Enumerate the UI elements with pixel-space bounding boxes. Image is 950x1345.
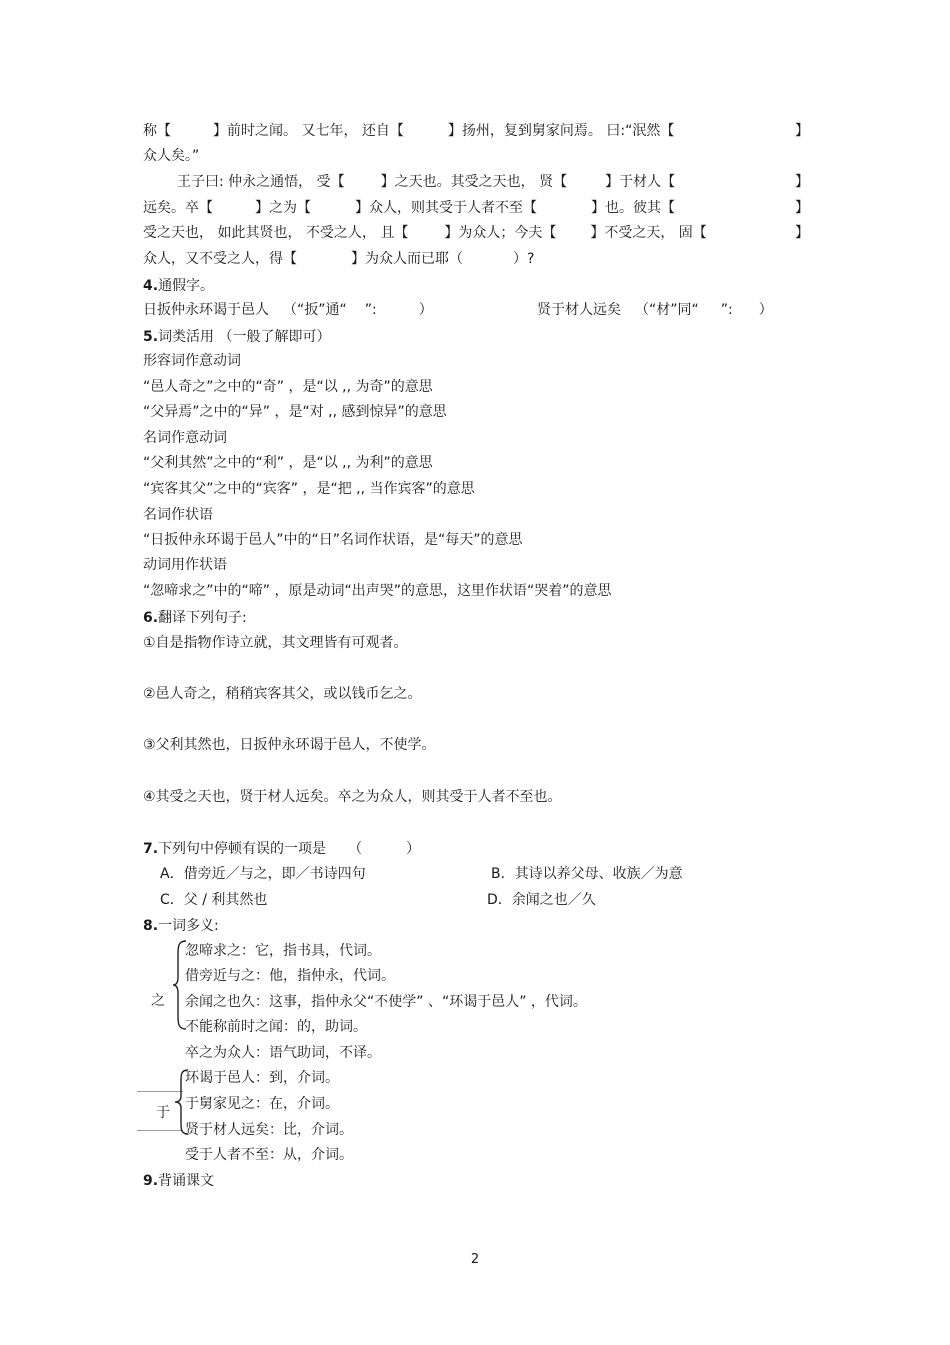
- q6-heading: 6.翻译下列句子:: [143, 610, 247, 626]
- q5-line: 动词用作状语: [143, 557, 227, 573]
- passage-line-4: 远矣。卒【 】之为【 】众人，则其受于人者不至【 】也。彼其【: [143, 200, 675, 216]
- q7-option-a: A．借旁近／与之，即／书诗四句: [160, 866, 366, 882]
- yu-char: 于: [156, 1105, 170, 1121]
- passage-line-3-end: 】: [795, 174, 809, 190]
- q5-line: “宾客其父”之中的“宾客” ，是“把 ,, 当作宾客”的意思: [143, 481, 475, 497]
- yu-item: 环谒于邑人：到，介词。: [185, 1070, 339, 1086]
- passage-line-5-end: 】: [795, 225, 809, 241]
- passage-line-4-end: 】: [795, 200, 809, 216]
- yu-item: 贤于材人远矣：比，介词。: [185, 1122, 353, 1138]
- q6-item: ②邑人奇之，稍稍宾客其父，或以钱币乞之。: [143, 686, 422, 702]
- q5-heading: 5.词类活用 （一般了解即可）: [143, 329, 331, 345]
- q7-heading: 7.下列句中停顿有误的一项是 （ ）: [143, 841, 421, 857]
- q6-item: ③父利其然也，日扳仲永环谒于邑人，不使学。: [143, 737, 436, 753]
- passage-line-2: 众人矣。”: [143, 148, 200, 164]
- zhi-char: 之: [151, 993, 165, 1009]
- q9-heading: 9.背诵课文: [143, 1173, 215, 1189]
- q5-line: “邑人奇之”之中的“奇” ，是“以 ,, 为奇”的意思: [143, 379, 433, 395]
- q6-item: ④其受之天也，贤于材人远矣。卒之为众人，则其受于人者不至也。: [143, 789, 562, 805]
- q7-option-b: B．其诗以养父母、收族／为意: [491, 866, 683, 882]
- zhi-item: 不能称前时之闻：的，助词。: [185, 1019, 367, 1035]
- q4-item-1: 日扳仲永环谒于邑人 （“扳”通“ ”: ）: [143, 302, 433, 318]
- q4-item-2: 贤于材人远矣 （“材”同“ ”: ）: [537, 302, 773, 318]
- passage-line-3: 王子曰: 仲永之通悟， 受【 】之天也。其受之天也， 贤【 】于材人【: [177, 174, 676, 190]
- q5-line: “父利其然”之中的“利” ，是“以 ,, 为利”的意思: [143, 455, 433, 471]
- q7-option-d: D．余闻之也／久: [487, 892, 596, 908]
- yu-item: 受于人者不至：从，介词。: [185, 1147, 353, 1163]
- q5-line: “忽啼求之”中的“啼” ，原是动词“出声哭”的意思，这里作状语“哭着”的意思: [143, 583, 612, 599]
- q5-line: 名词作意动词: [143, 430, 227, 446]
- q5-line: 名词作状语: [143, 507, 213, 523]
- passage-line-5: 受之天也， 如此其贤也， 不受之人， 且【 】为众人；今夫【 】不受之天， 固【: [143, 225, 707, 241]
- yu-item: 于舅家见之：在，介词。: [185, 1096, 339, 1112]
- q5-line: “父异焉”之中的“异” ，是“对 ,, 感到惊异”的意思: [143, 404, 447, 420]
- q5-line: “日扳仲永环谒于邑人”中的“日”名词作状语，是“每天”的意思: [143, 532, 523, 548]
- passage-line-1: 称【 】前时之闻。 又七年， 还自【 】扬州，复到舅家问焉。 曰:“泯然【: [143, 123, 675, 139]
- zhi-item: 忽啼求之：它，指书具，代词。: [185, 943, 381, 959]
- q4-heading: 4.通假字。: [143, 278, 215, 294]
- passage-line-6: 众人，又不受之人，得【 】为众人而已耶（ ）?: [143, 251, 535, 267]
- q8-heading: 8.一词多义:: [143, 918, 219, 934]
- page-number: 2: [470, 1252, 480, 1267]
- zhi-item: 余闻之也久：这事，指仲永父“不使学” 、“环谒于邑人” ，代词。: [185, 994, 587, 1010]
- passage-line-1-end: 】: [795, 123, 809, 139]
- q5-line: 形容词作意动词: [143, 353, 241, 369]
- zhi-item: 卒之为众人：语气助词，不译。: [185, 1045, 381, 1061]
- zhi-item: 借旁近与之：他，指仲永，代词。: [185, 968, 395, 984]
- q7-option-c: C．父 / 利其然也: [160, 892, 268, 908]
- q6-item: ①自是指物作诗立就，其文理皆有可观者。: [143, 635, 408, 651]
